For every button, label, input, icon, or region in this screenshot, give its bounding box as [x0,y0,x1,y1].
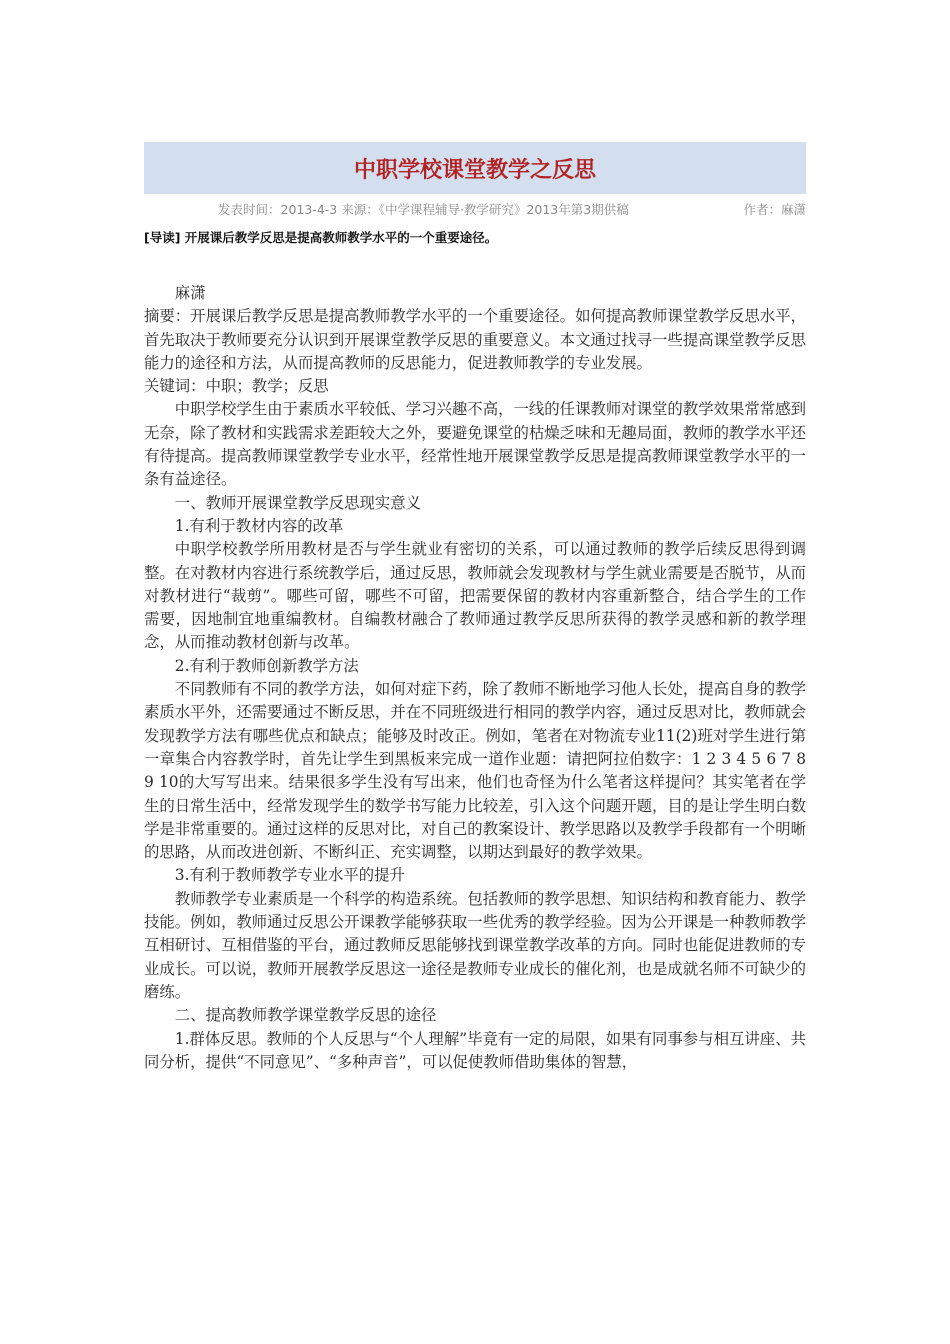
author-line: 麻潇 [174,284,206,302]
article-title: 中职学校课堂教学之反思 [144,142,806,194]
article-body [144,282,806,1074]
body-paragraph: 教师教学专业素质是一个科学的构造系统。包括教师的教学思想、知识结构和教育能力、教学技能。例如，教师通过反思公开课教学能够获取一些优秀的教学经验。因为公开课是一种教师教学互相研讨、互相借鉴的平台，通过教师反思能够找到课堂教学改革的方向。同时也能促进教师的专业成长。可以说，教师开展教学反思这一途径是教师专业成长的催化剂，也是成就名师不可缺少的磨练。 [144,889,806,1001]
author-info: 作者：麻潇 [743,202,806,217]
article-meta [144,198,806,218]
keywords-line: 关键词：中职；教学；反思 [144,377,329,396]
subheading-1-3: 3.有利于教师教学专业水平的提升 [174,866,405,885]
section-heading-2: 二、提高教师教学课堂教学反思的途径 [174,1006,437,1025]
body-paragraph: 中职学校教学所用教材是否与学生就业有密切的关系，可以通过教师的教学后续反思得到调整。在对教材内容进行系统教学后，通过反思，教师就会发现教材与学生就业需要是否脱节，从而对教材进行“裁剪”。哪些可留，哪些不可留，把需要保留的教材内容重新整合，结合学生的工作需要，因地制宜地重编教材。自编教材融合了教师通过教学反思所获得的教学灵感和新的教学理念，从而推动教材创新与改革。 [144,540,806,652]
lead-summary: [导读] 开展课后教学反思是提高教师教学水平的一个重要途径。 [144,230,498,245]
abstract-paragraph: 摘要：开展课后教学反思是提高教师教学水平的一个重要途径。如何提高教师课堂教学反思水平，首先取决于教师要充分认识到开展课堂教学反思的重要意义。本文通过找寻一些提高课堂教学反思能力的途径和方法，从而提高教师的反思能力，促进教师教学的专业发展。 [144,307,806,372]
body-paragraph: 1.群体反思。教师的个人反思与“个人理解”毕竟有一定的局限，如果有同事参与相互讲座、共同分析，提供“不同意见”、“多种声音”，可以促使教师借助集体的智慧， [144,1029,806,1071]
section-heading-1: 一、教师开展课堂教学反思现实意义 [174,493,422,512]
subheading-1-2: 2.有利于教师创新教学方法 [174,656,359,675]
publish-info: 发表时间：2013-4-3 来源：《中学课程辅导·教学研究》2013年第3期供稿 [218,202,629,217]
subheading-1-1: 1.有利于教材内容的改革 [174,516,344,535]
intro-paragraph: 中职学校学生由于素质水平较低、学习兴趣不高，一线的任课教师对课堂的教学效果常常感到无奈，除了教材和实践需求差距较大之外，要避免课堂的枯燥乏味和无趣局面，教师的教学水平还有待提高。提高教师课堂教学专业水平，经常性地开展课堂教学反思是提高教师课堂教学水平的一条有益途径。 [144,400,806,489]
body-paragraph: 不同教师有不同的教学方法，如何对症下药，除了教师不断地学习他人长处，提高自身的教学素质水平外，还需要通过不断反思，并在不同班级进行相同的教学内容，通过反思对比，教师就会发现教学方法有哪些优点和缺点；能够及时改正。例如，笔者在对物流专业11(2)班对学生进行第一章集合内容教学时，首先让学生到黑板来完成一道作业题：请把阿拉伯数字：1 2 3 4 5 6 7 8 9 10的大写写出来。结果很多学生没有写出来，他们也奇怪为什么笔者这样提问？其实笔者在学生的日常生活中，经常发现学生的数学书写能力比较差，引入这个问题开题，目的是让学生明白数学是非常重要的。通过这样的反思对比，对自己的教案设计、教学思路以及教学手段都有一个明晰的思路，从而改进创新、不断纠正、充实调整，以期达到最好的教学效果。 [144,680,806,862]
